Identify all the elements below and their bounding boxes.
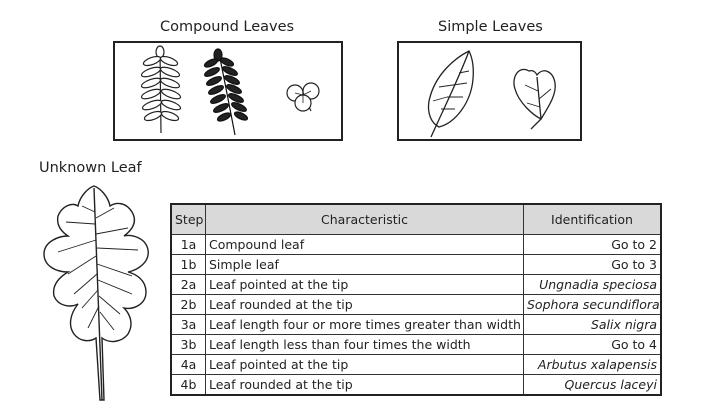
table-row (171, 255, 661, 275)
compound-leaf-dark-icon (203, 49, 248, 135)
identification-cell: Arbutus xalapensis (524, 355, 662, 375)
step-cell: 4a (171, 355, 206, 375)
table-row (171, 355, 661, 375)
compound-leaf-pinnate-icon (140, 46, 181, 133)
unknown-oak-leaf-icon (44, 186, 148, 400)
unknown-leaf-figure (28, 182, 168, 406)
identification-cell: Go to 2 (524, 235, 662, 255)
identification-cell: Ungnadia speciosa (524, 275, 662, 295)
unknown-leaf-heading: Unknown Leaf (39, 160, 142, 176)
identification-column-header: Identification (524, 204, 662, 235)
characteristic-cell: Leaf length less than four times the width (206, 335, 524, 355)
characteristic-cell: Leaf length four or more times greater than width (206, 315, 524, 335)
identification-cell: Sophora secundiflora (524, 295, 662, 315)
trifoliate-leaf-icon (287, 83, 319, 111)
step-cell: 3b (171, 335, 206, 355)
table-row (171, 315, 661, 335)
identification-cell: Go to 4 (524, 335, 662, 355)
identification-cell: Quercus laceyi (524, 375, 662, 396)
dichotomous-key-table (170, 203, 662, 396)
simple-leaf-heart-icon (514, 69, 555, 129)
characteristic-cell: Compound leaf (206, 235, 524, 255)
simple-leaf-serrated-icon (428, 51, 473, 137)
identification-cell: Salix nigra (524, 315, 662, 335)
step-cell: 3a (171, 315, 206, 335)
table-row (171, 375, 661, 396)
step-cell: 1a (171, 235, 206, 255)
compound-leaves-heading: Compound Leaves (160, 19, 295, 35)
compound-leaves-panel (113, 41, 343, 141)
step-cell: 1b (171, 255, 206, 275)
simple-leaves-panel (397, 41, 582, 141)
characteristic-cell: Simple leaf (206, 255, 524, 275)
characteristic-cell: Leaf pointed at the tip (206, 275, 524, 295)
table-row (171, 335, 661, 355)
table-header-row (171, 204, 661, 235)
characteristic-cell: Leaf rounded at the tip (206, 375, 524, 396)
step-cell: 2b (171, 295, 206, 315)
table-row (171, 295, 661, 315)
step-cell: 2a (171, 275, 206, 295)
table-row (171, 235, 661, 255)
characteristic-cell: Leaf rounded at the tip (206, 295, 524, 315)
step-column-header: Step (171, 204, 206, 235)
table-row (171, 275, 661, 295)
identification-cell: Go to 3 (524, 255, 662, 275)
characteristic-column-header: Characteristic (206, 204, 524, 235)
simple-leaves-heading: Simple Leaves (438, 19, 543, 35)
characteristic-cell: Leaf pointed at the tip (206, 355, 524, 375)
step-cell: 4b (171, 375, 206, 396)
